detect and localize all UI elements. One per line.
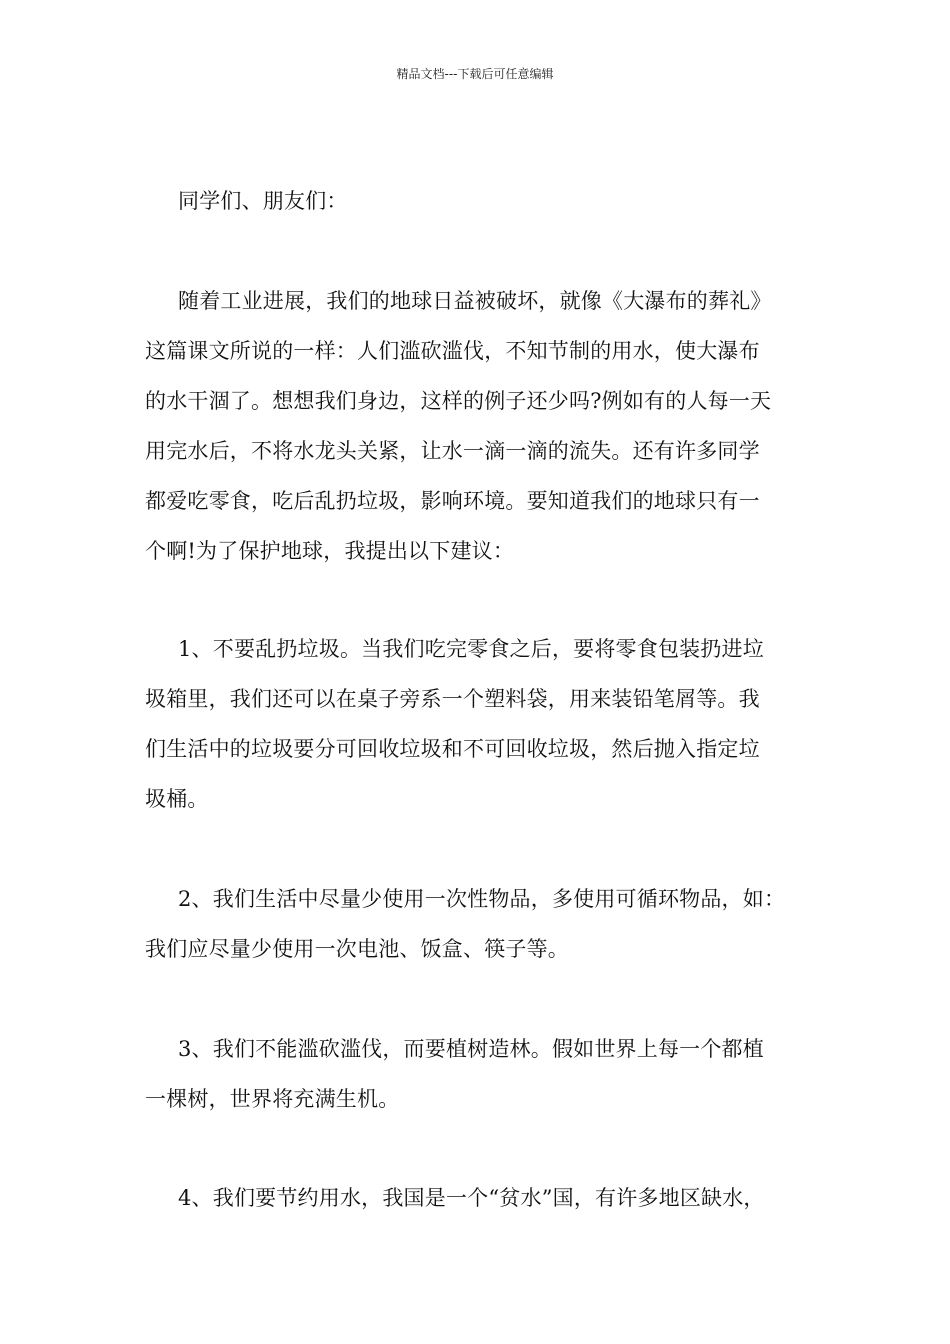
paragraph-line: 都爱吃零食，吃后乱扔垃圾，影响环境。要知道我们的地球只有一 [145,489,760,513]
greeting-text: 同学们、朋友们： [178,189,348,213]
paragraph-line: 圾桶。 [145,787,209,811]
paragraph-line: 们生活中的垃圾要分可回收垃圾和不可回收垃圾，然后抛入指定垃 [145,737,760,761]
paragraph-line: 4、我们要节约用水，我国是一个“贫水”国，有许多地区缺水， [178,1186,765,1210]
greeting-block [145,176,825,226]
paragraph-2 [145,624,825,824]
paragraph-4 [145,1024,825,1124]
paragraph-line: 3、我们不能滥砍滥伐，而要植树造林。假如世界上每一个都植 [178,1037,764,1061]
paragraph-line: 的水干涸了。想想我们身边，这样的例子还少吗?例如有的人每一天 [145,389,772,413]
paragraph-line: 用完水后，不将水龙头关紧，让水一滴一滴的流失。还有许多同学 [145,439,760,463]
paragraph-line: 随着工业进展，我们的地球日益被破坏，就像《大瀑布的葬礼》 [178,289,772,313]
paragraph-5 [145,1173,825,1223]
paragraph-line: 这篇课文所说的一样：人们滥砍滥伐，不知节制的用水，使大瀑布 [145,339,760,363]
paragraph-line: 一棵树，世界将充满生机。 [145,1087,400,1111]
paragraph-line: 1、不要乱扔垃圾。当我们吃完零食之后，要将零食包装扔进垃 [178,637,764,661]
page-header: 精品文档---下载后可任意编辑 [396,67,554,81]
paragraph-1 [145,276,825,576]
paragraph-line: 2、我们生活中尽量少使用一次性物品，多使用可循环物品，如： [178,887,786,911]
paragraph-line: 我们应尽量少使用一次电池、饭盒、筷子等。 [145,937,569,961]
paragraph-3 [145,874,825,974]
paragraph-line: 个啊!为了保护地球，我提出以下建议： [145,539,515,563]
paragraph-line: 圾箱里，我们还可以在桌子旁系一个塑料袋，用来装铅笔屑等。我 [145,687,760,711]
